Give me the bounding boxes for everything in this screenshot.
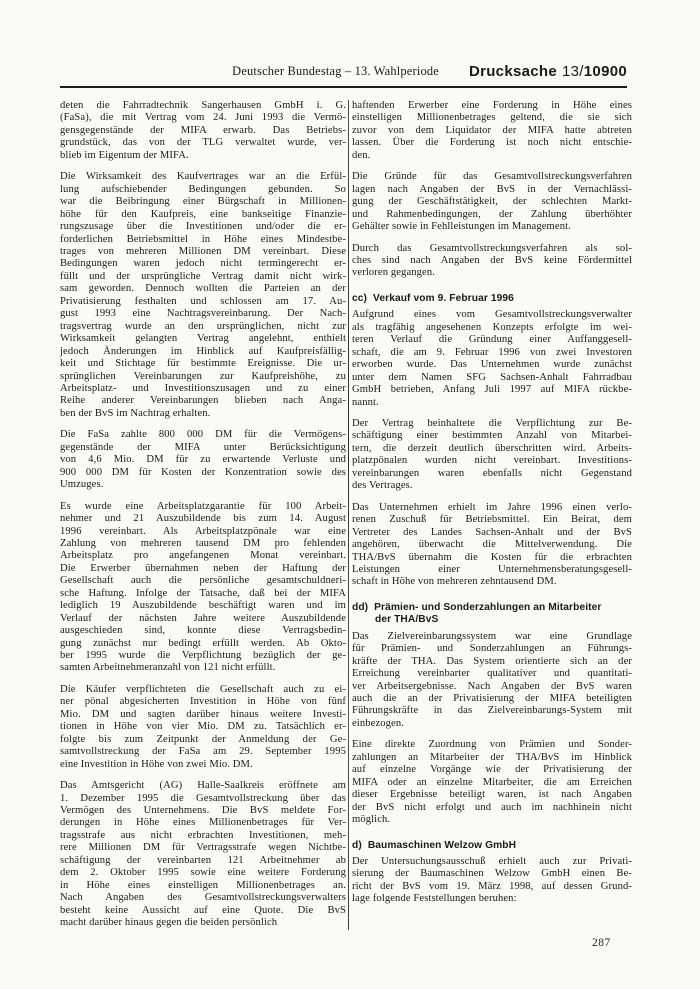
text-line: gung der Geschäftstätigkeit, der schlechten Markt- [352,196,632,208]
paragraph [352,502,632,589]
text-line: angehören, überwacht die Mittelverwendung. Die [352,539,632,551]
text-line: Umzuges. [60,479,104,491]
paragraph [352,100,632,162]
header-doc-number [469,63,627,80]
text-line: Die Käufer verpflichteten die Gesellschaft auch zu ei- [60,683,346,695]
text-line: (FaSa), die mit Vertrag vom 24. Juni 1993 die Vermö- [60,112,346,124]
text-line: gung zunächst nur bedingt erfüllt werden. Ab Okto- [60,637,346,649]
text-line: Reihe anderer Vereinbarungen blieben nach Anga- [60,395,346,407]
paragraph [352,243,632,280]
text-line: grundstück, das von der TLG verwaltet wurde, ver- [60,137,346,149]
doc-series: 13/ [562,63,584,80]
left-column [60,100,346,930]
text-line: Der Untersuchungsausschuß erhielt auch zur Privati- [352,856,632,868]
paragraph [352,856,632,906]
text-line: schäftigung der vereinbarten 121 Arbeitnehmer ab [60,854,346,866]
header-rule [60,86,627,88]
text-line: 1996 vereinbart. Als Arbeitsplatzpönale war eine [60,525,346,537]
section-heading [352,840,632,852]
text-line: unter dem Namen SFG Sachsen-Anhalt Fahrradbau [352,371,632,383]
text-line: derungen in Höhe eines Millionenbetrages für Ver- [60,817,346,829]
text-line: der THA/BvS [375,614,439,626]
text-line: des Vertrages. [352,480,413,492]
text-line: macht darüber hinaus gegen die beiden persönlich [60,917,278,929]
text-line: ver Arbeitsergebnisse. Nach Angaben der BvS waren [352,680,632,692]
text-line: Nach Angaben des Gesamtvollstreckungsverwalters [60,892,346,904]
header-title: Deutscher Bundestag – 13. Wahlperiode [232,64,439,78]
text-line: sprünglichen Vereinbarungen zur Kaufpreishöhe, zu [60,370,346,382]
text-line: Die Wirksamkeit des Kaufvertrages war an die Erfül- [60,171,346,183]
text-line: lage folgende Feststellungen beruhen: [352,893,517,905]
paragraph [60,501,346,675]
text-line: nehmer und 21 Auszubildende bis zum 14. August [60,513,346,525]
text-line: lung aufschiebender Bedingungen gebunden. So [60,183,346,195]
text-line: nannt. [352,396,379,408]
text-line: Gesellschaft auch die persönliche gesamtschuldneri- [60,575,346,587]
text-line: den. [352,149,371,161]
text-line: Eine direkte Zuordnung von Prämien und Sonder- [352,739,632,751]
text-line: teren Verlauf die Gründung einer Auffanggesell- [352,334,632,346]
text-line: forderlichen Betriebsmittel in Höhe eines Mindestbe- [60,233,346,245]
text-line: blieb im Eigentum der MIFA. [60,149,189,161]
text-line: MIFA oder an einzelne Mitarbeiter, die am Erreichen [352,776,632,788]
text-line: ben der BvS im Nachtrag erhalten. [60,407,211,419]
text-line: Führungskräfte in das Zielvereinbarungs-System mit [352,705,632,717]
text-line: einstelligen Millionenbetrages geltend, die sie sich [352,112,632,124]
paragraph [60,429,346,491]
text-line: Vermögen des Unternehmens. Die BvS meldete For- [60,805,346,817]
text-line: in Höhe eines einstelligen Millionenbetrages an. [60,879,346,891]
paragraph [60,684,346,771]
text-line: dieser Ergebnisse beteiligt waren, ist nach Angaben [352,789,632,801]
section-heading [352,602,632,627]
text-line: ber 1995 wurde die Verpflichtung bezüglich der ge- [60,650,346,662]
paragraph [60,780,346,929]
text-line: haftenden Erwerber eine Forderung in Höhe eines [352,100,632,111]
text-line: für Prämien- und Sonderzahlungen an Führungs- [352,643,632,655]
text-line: tragsvertrag wurde an den ursprünglichen, nicht zur [60,320,346,332]
text-line: deten die Fahrradtechnik Sangerhausen GmbH i. G. [60,100,346,111]
text-line: sierung der Baumaschinen Welzow GmbH einen Be- [352,868,632,880]
text-line: Erreichung vereinbarter qualitativer und quantitati- [352,668,632,680]
text-line: THA/BvS übernahm die Kosten für die erbrachten [352,551,632,563]
text-line: Privatisierung festhalten und schlossen am 17. Au- [60,295,346,307]
text-line: dd) Prämien- und Sonderzahlungen an Mitarbeiter [352,601,602,613]
heading-label: dd) [352,601,369,613]
text-line: gust 1993 eine Nachtragsvereinbarung. Der Nach- [60,308,346,320]
text-line: tragsstrafe aus nicht erbrachten Investitionen, meh- [60,829,346,841]
text-line: zahlungen an Mitarbeiter der THA/BvS im Hinblick [352,751,632,763]
text-line: war die Beibringung einer Bürgschaft in Millionen- [60,196,346,208]
text-line: Bedingungen waren jedoch nicht termingerecht er- [60,258,346,270]
column-divider [348,100,349,930]
text-line: Verlauf der nächsten Jahre weitere Auszubildende [60,612,346,624]
paragraph [352,739,632,826]
text-line: richt der BvS vom 19. März 1998, auf dessen Grund- [352,880,632,892]
heading-label: cc) [352,292,368,304]
text-line: trages von mehreren Millionen DM vereinbart. Diese [60,245,346,257]
text-line: 900 000 DM für Kosten der Konzentration sowie des [60,466,346,478]
text-line: eine Investition in Höhe von zwei Mio. DM. [60,758,253,770]
text-line: als tragfähig angesehenen Konzepts erfolgte im wei- [352,321,632,333]
text-line: höhe für den Kaufpreis, eine bankseitige Finanzie- [60,208,346,220]
text-line: lagen nach Angaben der BvS in der Vernachlässi- [352,183,632,195]
text-line: möglich. [352,814,391,826]
text-line: Vertreter des Landes Sachsen-Anhalt und der BvS [352,526,632,538]
text-line: einbezogen. [352,717,404,729]
text-line: ches sind nach Angaben der BvS keine Fördermittel [352,254,632,266]
text-line: besteht keine Aussicht auf eine Quote. Die BvS [60,904,346,916]
text-line: schäftigung einer bestimmten Anzahl von Mitarbei- [352,430,632,442]
text-line: Die FaSa zahlte 800 000 DM für die Vermögens- [60,429,346,441]
page-header [60,0,627,84]
text-line: tern, die derzeit deutlich überschritten wird. Arbeits- [352,442,632,454]
text-line: der BvS nicht erfolgt und auch im nachhinein nicht [352,801,632,813]
text-line: sche Haftung. Infolge der Tatsache, daß bei der MIFA [60,587,346,599]
text-line: erworben wurde. Das Unternehmen wurde zunächst [352,359,632,371]
text-line: gegenstände der MIFA unter Berücksichtigung [60,441,346,453]
text-line: rere Millionen DM für Vertragsstrafe wegen Nichtbe- [60,842,346,854]
text-line: samtvollstreckung der FaSa am 29. September 1995 [60,746,346,758]
text-line: kräfte der THA. Das System orientierte sich an der [352,655,632,667]
doc-label: Drucksache [468,63,558,80]
text-line: Der Vertrag beinhaltete die Verpflichtung zur Be- [352,417,632,429]
paragraph [352,171,632,233]
text-line: Arbeitsplatz- und Investitionszusagen und zu einer [60,382,346,394]
text-line: schaft in Höhe von mehreren zehntausend DM. [352,576,557,588]
text-line: verloren gegangen. [352,267,435,279]
text-line: sam geworden. Dennoch wollten die Parteien an der [60,283,346,295]
paragraph [60,100,346,162]
text-line: Aufgrund eines vom Gesamtvollstreckungsverwalter [352,309,632,321]
text-line: ner pönal abgesicherten Investition in Höhe von fünf [60,696,346,708]
text-line: zuvor von dem Liquidator der MIFA hatte abtreten [352,124,632,136]
section-heading [352,293,632,305]
doc-id: 10900 [583,63,627,80]
text-line: d) Baumaschinen Welzow GmbH [352,839,517,851]
text-line: Gehälter sowie in Fehlleistungen im Management. [352,221,571,233]
text-line: jedoch Änderungen im Hinblick auf Kaufpreisfällig- [60,345,346,357]
text-line: GmbH betrieben, Anfang Juli 1997 auf MIFA rückbe- [352,384,632,396]
page-number: 287 [592,937,611,949]
text-line: Wirksamkeit gelangten Vertrag angelehnt, enthielt [60,333,346,345]
text-line: Das Zielvereinbarungssystem war eine Grundlage [352,630,632,642]
text-line: Leistungen einer Unternehmensberatungsgesell- [352,563,632,575]
text-line: lassen. Über die Forderung ist noch nicht entschie- [352,137,632,149]
text-line: auch die an der Privatisierung der MIFA beteiligten [352,693,632,705]
text-line: platzpönalen wurden nicht vereinbart. Investitions- [352,455,632,467]
text-line: Durch das Gesamtvollstreckungsverfahren als sol- [352,242,632,254]
text-line: von 4,6 Mio. DM für zu erwartende Verluste und [60,454,346,466]
text-line: rungszusage über die Investitionen und/oder die er- [60,221,346,233]
text-line: cc) Verkauf vom 9. Februar 1996 [352,292,514,304]
text-line: und Rahmenbedingungen, der Zahlung überhöhter [352,208,632,220]
text-line: schaft, die am 9. Februar 1996 von zwei Investoren [352,346,632,358]
text-line: vereinbarungen waren ebenfalls nicht Gegenstand [352,467,632,479]
text-line: Arbeitsplatz pro angefangenen Monat vereinbart. [60,550,346,562]
text-line: Mio. DM und sagten darüber hinaus weitere Investi- [60,708,346,720]
text-line: keit und Stichtage für bestimmte Ereignisse. Die ur- [60,358,346,370]
text-line: Die Erwerber übernahmen neben der Haftung der [60,562,346,574]
text-line: Die Gründe für das Gesamtvollstreckungsverfahren [352,171,632,183]
heading-label: d) [352,839,362,851]
text-line: gensgegenstände der MIFA erwarb. Das Betriebs- [60,124,346,136]
text-line: lediglich 19 Auszubildende beschäftigt waren und im [60,600,346,612]
text-line: renen Zuschuß für Betriebsmittel. Ein Beirat, dem [352,514,632,526]
right-column [352,100,632,930]
text-line: dem 2. Oktober 1995 sowie eine weitere Forderung [60,867,346,879]
text-line: Das Unternehmen erhielt im Jahre 1996 einen verlo- [352,501,632,513]
paragraph [352,309,632,409]
text-line: auf einzelne Vorgänge wie der Privatisierung der [352,764,632,776]
content-columns [60,100,632,930]
text-line: Es wurde eine Arbeitsplatzgarantie für 100 Arbeit- [60,500,346,512]
text-line: Zahlung von mehreren tausend DM pro fehlenden [60,537,346,549]
paragraph [60,171,346,420]
text-line: samten Arbeitnehmeranzahl von 121 nicht erfüllt. [60,662,276,674]
text-line: tionen in Höhe von vier Mio. DM zu. Tatsächlich er- [60,721,346,733]
text-line: 1. Dezember 1995 die Gesamtvollstreckung über das [60,792,346,804]
text-line: Das Amtsgericht (AG) Halle-Saalkreis eröffnete am [60,780,346,792]
text-line: ausgeschieden sind, konnte diese Vertragsbedin- [60,625,346,637]
paragraph [352,418,632,493]
paragraph [352,631,632,731]
text-line: folgte bis zum Zeitpunkt der Anmeldung der Ge- [60,733,346,745]
text-line: füllt und der ursprüngliche Vertrag damit nicht wirk- [60,270,346,282]
